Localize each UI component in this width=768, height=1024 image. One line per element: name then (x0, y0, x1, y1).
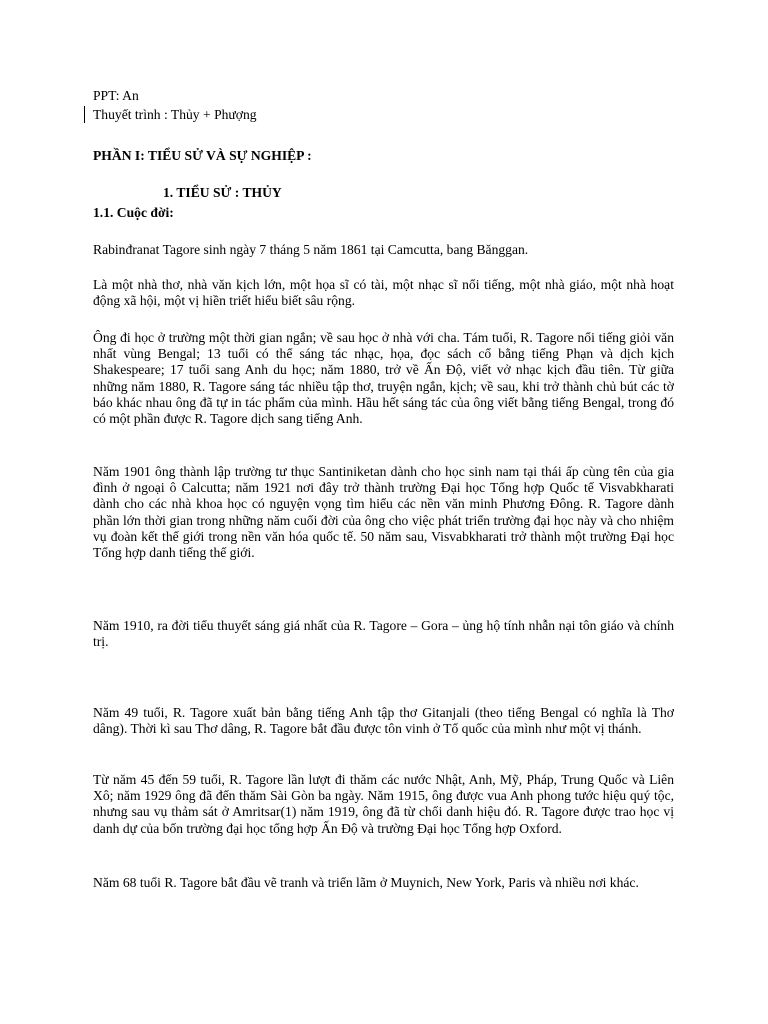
ppt-line: PPT: An (93, 88, 139, 103)
presenters-line: Thuyết trình : Thủy + Phượng (93, 107, 257, 122)
section-title: PHẦN I: TIỂU SỬ VÀ SỰ NGHIỆP : (93, 148, 312, 163)
paragraph-roles: Là một nhà thơ, nhà văn kịch lớn, một họa sĩ có tài, một nhạc sĩ nổi tiếng, một nhà giáo, một nhà hoạt động xã hội, một vị hiền triết hiểu biết sâu rộng. (93, 277, 674, 309)
paragraph-painting: Năm 68 tuổi R. Tagore bắt đầu vẽ tranh và triển lãm ở Muynich, New York, Paris và nhiều nơi khác. (93, 875, 639, 890)
paragraph-education: Ông đi học ở trường một thời gian ngắn; về sau học ở nhà với cha. Tám tuổi, R. Tagore nổi tiếng giỏi văn nhất vùng Bengal; 13 tuổi có thể sáng tác nhạc, họa, đọc sách cổ bằng tiếng Phạn và dịch kịch Shakespeare; 17 tuổi sang Anh du học; năm 1880, trở về Ấn Độ, viết vở nhạc kịch đầu tiên. Từ giữa những năm 1880, R. Tagore sáng tác nhiều tập thơ, truyện ngắn, kịch; về sau, khi trở thành chủ bút các tờ báo khác nhau ông đã tự in tác phẩm của mình. Hầu hết sáng tác của ông viết bằng tiếng Bengal, trong đó có một phần được R. Tagore dịch sang tiếng Anh. (93, 330, 674, 427)
text-cursor (84, 106, 85, 123)
paragraph-travels: Từ năm 45 đến 59 tuổi, R. Tagore lần lượt đi thăm các nước Nhật, Anh, Mỹ, Pháp, Trung Quốc và Liên Xô; năm 1929 ông đã đến thăm Sài Gòn ba ngày. Năm 1915, ông được vua Anh phong tước hiệu quý tộc, nhưng sau vụ thảm sát ở Amritsar(1) năm 1919, ông đã từ chối danh hiệu đó. R. Tagore được trao học vị danh dự của bốn trường đại học tổng hợp Ấn Độ và trường Đại học Tổng hợp Oxford. (93, 772, 674, 836)
subsection-title: 1. TIỂU SỬ : THỦY (163, 185, 282, 200)
paragraph-gora: Năm 1910, ra đời tiểu thuyết sáng giá nhất của R. Tagore – Gora – ủng hộ tính nhẫn nại tôn giáo và chính trị. (93, 618, 674, 650)
paragraph-santiniketan: Năm 1901 ông thành lập trường tư thục Santiniketan dành cho học sinh nam tại thái ấp cùng tên của gia đình ở ngoại ô Calcutta; năm 1921 nơi đây trở thành trường Đại học Tổng hợp Quốc tế Visvabkharati dành cho các nhà khoa học có nguyện vọng tìm hiểu các nền văn minh Phương Đông. R. Tagore dành phần lớn thời gian trong những năm cuối đời của ông cho việc phát triển trường đại học này và cho nhiệm vụ đoàn kết thế giới trong nền văn hóa quốc tế. 50 năm sau, Visvabkharati trở thành một trường Đại học Tổng hợp danh tiếng thế giới. (93, 464, 674, 561)
paragraph-birth: Rabinđranat Tagore sinh ngày 7 tháng 5 năm 1861 tại Camcutta, bang Bănggan. (93, 242, 529, 257)
paragraph-gitanjali: Năm 49 tuổi, R. Tagore xuất bản bằng tiếng Anh tập thơ Gitanjali (theo tiếng Bengal có nghĩa là Thơ dâng). Thời kì sau Thơ dâng, R. Tagore bắt đầu được tôn vinh ở Tổ quốc của mình như một vị thánh. (93, 705, 674, 737)
subsubsection-title: 1.1. Cuộc đời: (93, 205, 174, 220)
